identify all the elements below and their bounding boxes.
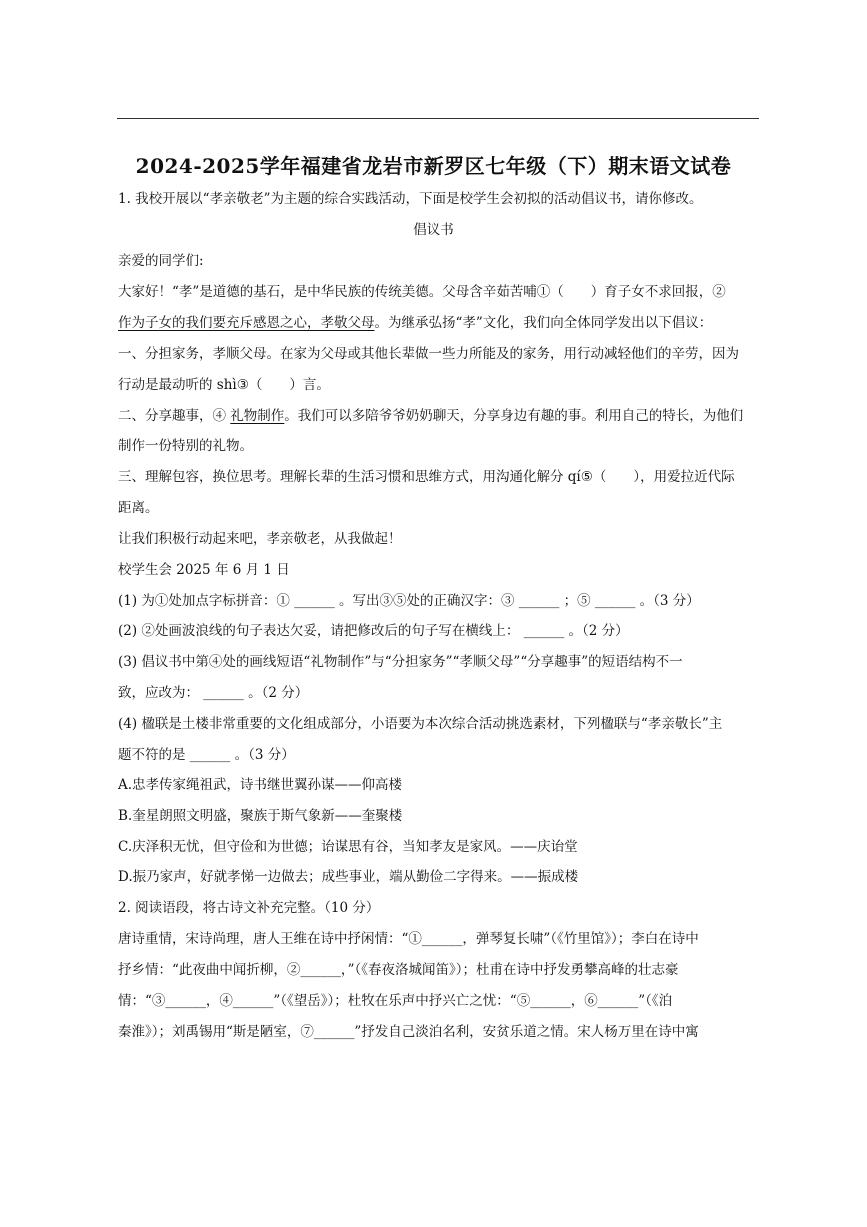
letter-title: 倡议书 xyxy=(413,222,454,238)
sub-question-3-line-1: (3) 倡议书中第④处的画线短语“礼物制作”与“分担家务”“孝顺父母”“分享趣事”的短语结构不一 xyxy=(118,654,683,670)
exam-title: 2024-2025学年福建省龙岩市新罗区七年级（下）期末语文试卷 xyxy=(135,154,732,178)
header-rule xyxy=(117,118,759,119)
letter-signature: 校学生会 2025 年 6 月 1 日 xyxy=(118,562,290,578)
sub-question-2: (2) ②处画波浪线的句子表达欠妥，请把修改后的句子写在横线上： ______ 。（2 分） xyxy=(118,623,629,639)
paragraph-4-line-1: 三、理解包容，换位思考。理解长辈的生活习惯和思维方式，用沟通化解分 qí⑤（ ），用爱拉近代际 xyxy=(118,469,735,485)
question-2-line-4: 秦淮》）；刘禹锡用“斯是陋室，⑦______”抒发自己淡泊名利，安贫乐道之情。宋人杨万里在诗中寓 xyxy=(118,1024,699,1040)
question-2-line-1: 唐诗重情，宋诗尚理，唐人王维在诗中抒闲情：“①______，弹琴复长啸”（《竹里馆》）；李白在诗中 xyxy=(118,931,699,947)
paragraph-1-line-2 xyxy=(118,314,712,332)
sub-question-4-line-2: 题不符的是 ______ 。（3 分） xyxy=(118,747,295,763)
option-b: B.奎星朗照文明盛，聚族于斯气象新——奎聚楼 xyxy=(118,808,403,824)
paragraph-1-line-2-rest: 。为继承弘扬“孝”文化，我们向全体同学发出以下倡议： xyxy=(374,315,713,331)
option-a: A.忠孝传家绳祖武，诗书继世翼孙谋——仰高楼 xyxy=(118,777,403,793)
sub-question-1: (1) 为①处加点字标拼音：① ______ 。写出③⑤处的正确汉字：③ ______ ；⑤ ______ 。（3 分） xyxy=(118,593,700,609)
sub-question-3-line-2: 致，应改为： ______ 。（2 分） xyxy=(118,685,309,701)
letter-salutation: 亲爱的同学们: xyxy=(118,253,204,269)
paragraph-3-prefix: 二、分享趣事，④ xyxy=(118,408,231,424)
letter-closing: 让我们积极行动起来吧，孝亲敬老，从我做起！ xyxy=(118,531,402,547)
paragraph-3-line-1 xyxy=(118,407,743,425)
underlined-phrase: 礼物制作 xyxy=(230,408,285,424)
paragraph-4-line-2: 距离。 xyxy=(118,500,159,516)
paragraph-3-suffix: 。我们可以多陪爷爷奶奶聊天，分享身边有趣的事。利用自己的特长，为他们 xyxy=(284,408,744,424)
option-c: C.庆泽积无忧，但守俭和为世德；诒谋思有谷，当知孝友是家风。——庆诒堂 xyxy=(118,839,578,855)
sub-question-4-line-1: (4) 楹联是土楼非常重要的文化组成部分，小语要为本次综合活动挑选素材，下列楹联与“孝亲敬长”主 xyxy=(118,716,723,732)
question-2-intro: 2. 阅读语段，将古诗文补充完整。（10 分） xyxy=(118,900,380,916)
paragraph-2-line-1: 一、分担家务，孝顺父母。在家为父母或其他长辈做一些力所能及的家务，用行动减轻他们的辛劳，因为 xyxy=(118,346,739,362)
paragraph-2-line-2: 行动是最动听的 shì③（ ）言。 xyxy=(118,377,330,393)
question-2-line-2: 抒乡情：“此夜曲中闻折柳，②______，”（《春夜洛城闻笛》）；杜甫在诗中抒发勇攀高峰的壮志豪 xyxy=(118,962,679,978)
question-2-line-3: 情：“③______，④______”（《望岳》）；杜牧在乐声中抒兴亡之忧：“⑤______，⑥______”（《泊 xyxy=(118,993,673,1009)
wavy-underlined-sentence: 作为子女的我们要充斥感恩之心，孝敬父母 xyxy=(118,315,375,331)
option-d: D.振乃家声，好就孝悌一边做去；成些事业，端从勤俭二字得来。——振成楼 xyxy=(118,869,579,885)
question-1-intro: 1. 我校开展以“孝亲敬老”为主题的综合实践活动，下面是校学生会初拟的活动倡议书，请你修改。 xyxy=(118,191,703,207)
paragraph-1-line-1: 大家好！“孝”是道德的基石，是中华民族的传统美德。父母含辛茹苦哺①（ ）育子女不求回报，② xyxy=(118,284,726,300)
paragraph-3-line-2: 制作一份特别的礼物。 xyxy=(118,438,253,454)
